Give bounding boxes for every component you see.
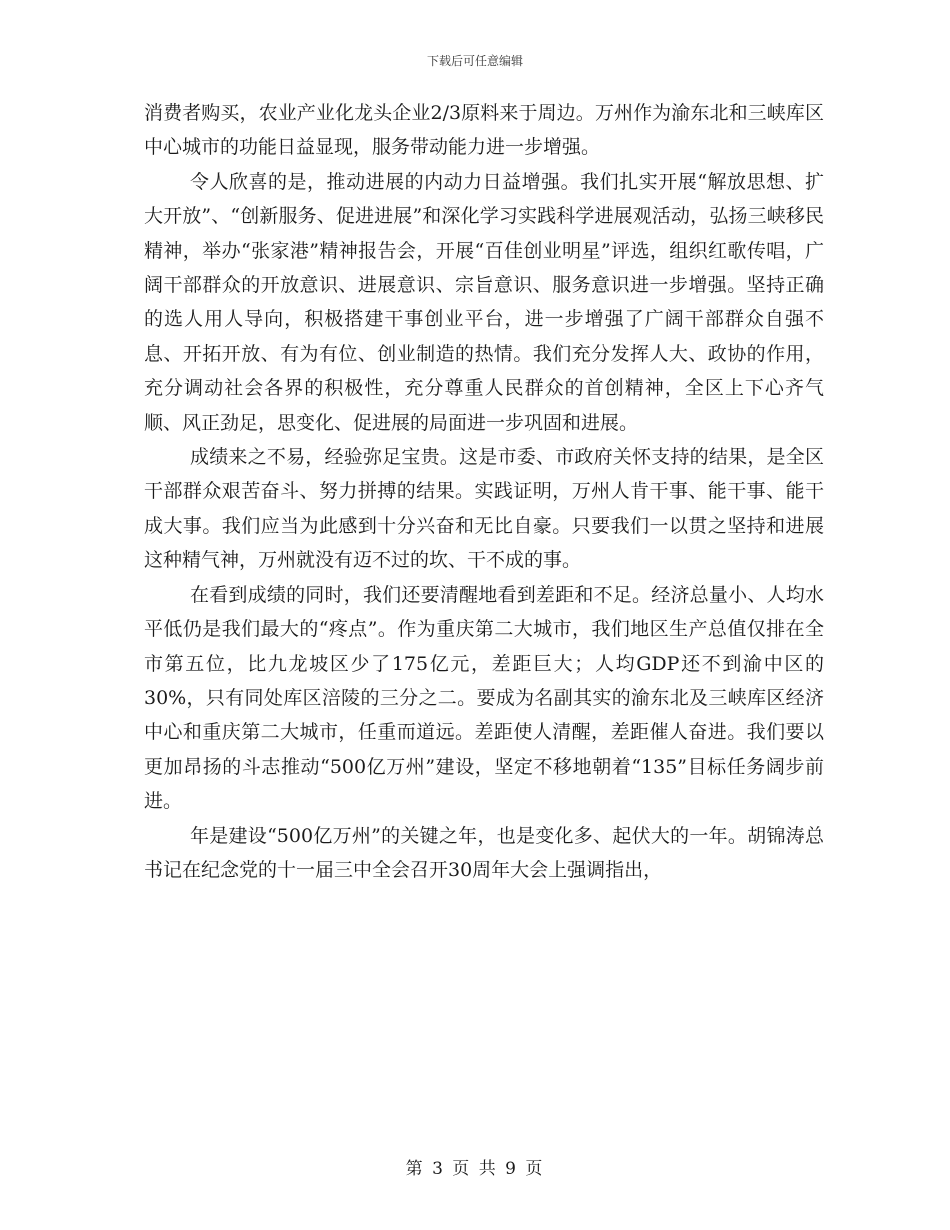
document-body [144,96,824,887]
paragraph: 年是建设“500亿万州”的关键之年，也是变化多、起伏大的一年。胡锦涛总书记在纪念党的十一届三中全会召开30周年大会上强调指出， [144,824,824,881]
paragraph: 成绩来之不易，经验弥足宝贵。这是市委、市政府关怀支持的结果，是全区干部群众艰苦奋斗、努力拼搏的结果。实践证明，万州人肯干事、能干事、能干成大事。我们应当为此感到十分兴奋和无比自豪。只要我们一以贯之坚持和进展这种精气神，万州就没有迈不过的坎、干不成的事。 [144,446,824,572]
page-header-note: 下载后可任意编辑 [426,54,523,68]
paragraph: 令人欣喜的是，推动进展的内动力日益增强。我们扎实开展“解放思想、扩大开放”、“创新服务、促进进展”和深化学习实践科学进展观活动，弘扬三峡移民精神，举办“张家港”精神报告会，开展“百佳创业明星”评选，组织红歌传唱，广阔干部群众的开放意识、进展意识、宗旨意识、服务意识进一步增强。坚持正确的选人用人导向，积极搭建干事创业平台，进一步增强了广阔干部群众自强不息、开拓开放、有为有位、创业制造的热情。我们充分发挥人大、政协的作用，充分调动社会各界的积极性，充分尊重人民群众的首创精神，全区上下心齐气顺、风正劲足，思变化、促进展的局面进一步巩固和进展。 [144,170,824,434]
page-number: 第 3 页 共 9 页 [405,1159,545,1179]
paragraph: 消费者购买，农业产业化龙头企业2/3原料来于周边。万州作为渝东北和三峡库区中心城市的功能日益显现，服务带动能力进一步增强。 [144,102,824,159]
paragraph: 在看到成绩的同时，我们还要清醒地看到差距和不足。经济总量小、人均水平低仍是我们最大的“疼点”。作为重庆第二大城市，我们地区生产总值仅排在全市第五位，比九龙坡区少了175亿元，差距巨大；人均GDP还不到渝中区的30%，只有同处库区涪陵的三分之二。要成为名副其实的渝东北及三峡库区经济中心和重庆第二大城市，任重而道远。差距使人清醒，差距催人奋进。我们要以更加昂扬的斗志推动“500亿万州”建设，坚定不移地朝着“135”目标任务阔步前进。 [144,583,824,813]
